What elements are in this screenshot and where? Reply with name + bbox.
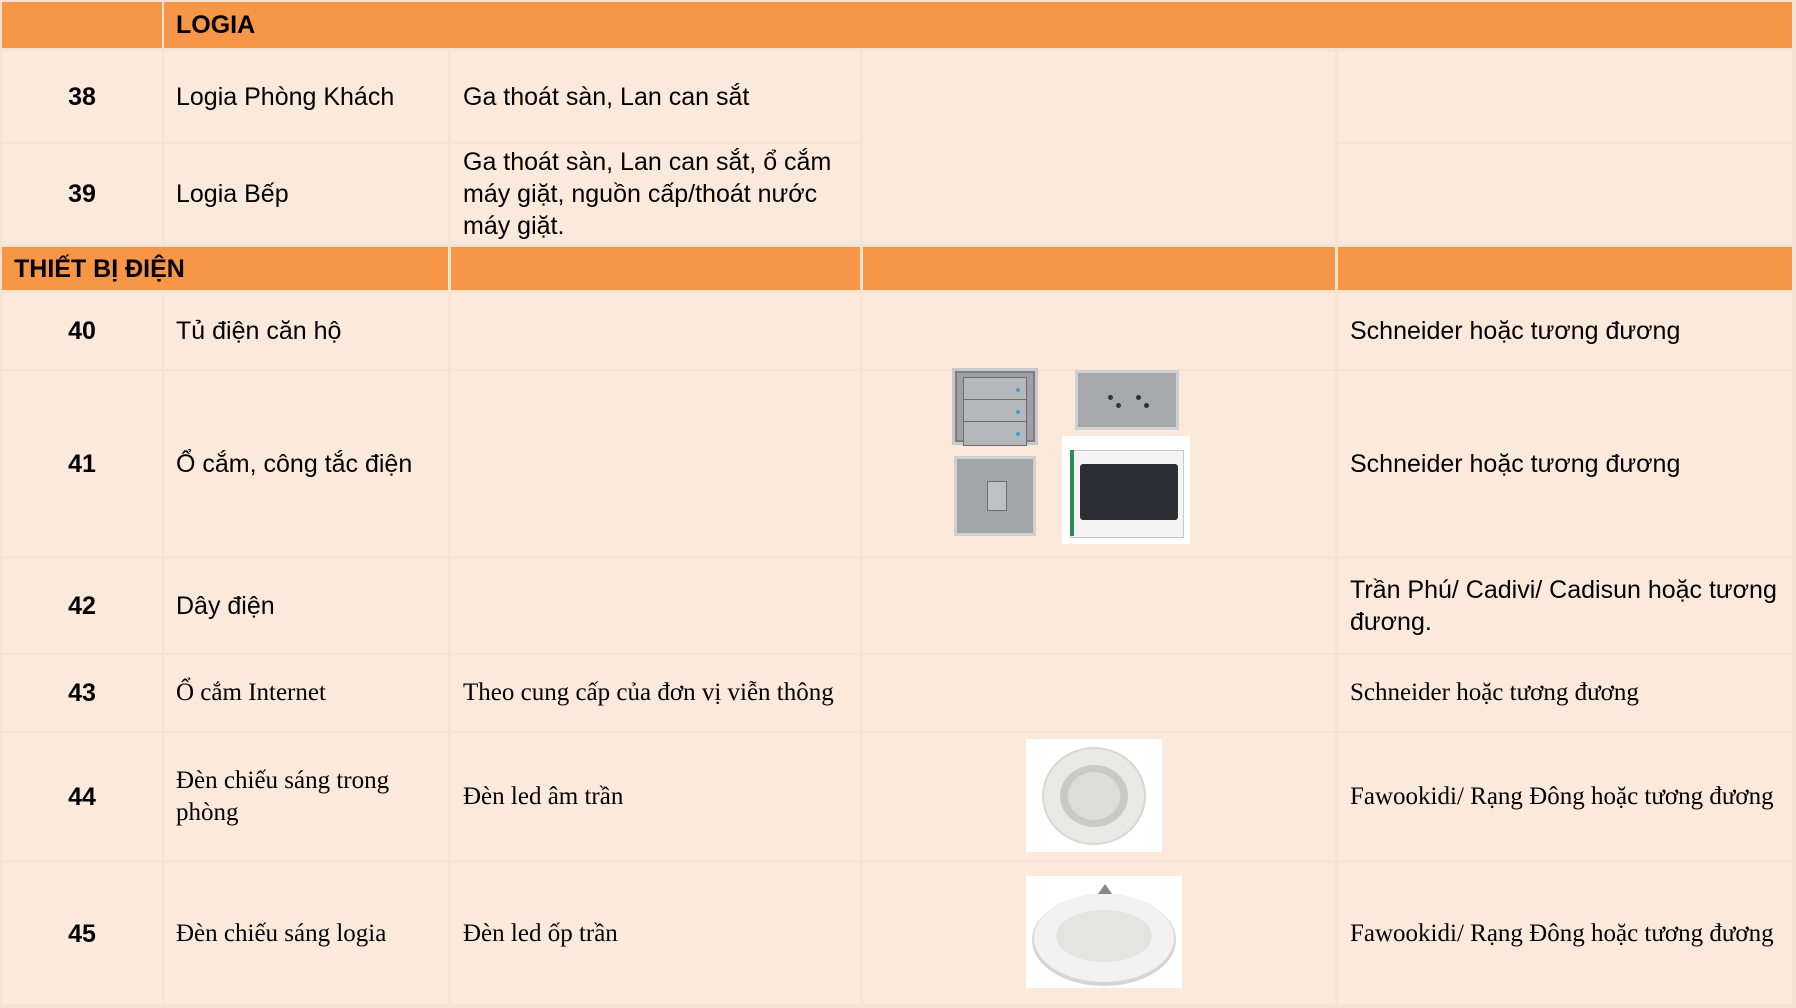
row-number: 40 (2, 293, 162, 369)
item-description (451, 371, 860, 556)
item-name: Logia Bếp (164, 144, 448, 244)
image-cell (863, 51, 1335, 244)
header-blank-cell (863, 247, 1335, 290)
item-brand: Schneider hoặc tương đương (1338, 371, 1792, 556)
item-brand (1338, 51, 1792, 142)
item-description: Đèn led ốp trần (451, 863, 860, 1004)
recessed-downlight-image (1026, 739, 1162, 852)
image-cell (863, 559, 1335, 653)
power-socket-image (1075, 370, 1179, 430)
row-number: 39 (2, 144, 162, 244)
item-description: Ga thoát sàn, Lan can sắt (451, 51, 860, 142)
item-description (451, 559, 860, 653)
row-number: 44 (2, 733, 162, 860)
row-number: 42 (2, 559, 162, 653)
item-brand: Schneider hoặc tương đương (1338, 293, 1792, 369)
header-blank-cell (451, 247, 860, 290)
section-header-logia: LOGIA (164, 2, 1792, 48)
item-brand: Fawookidi/ Rạng Đông hoặc tương đương (1338, 863, 1792, 1004)
item-name: Ổ cắm Internet (164, 655, 448, 731)
item-brand: Trần Phú/ Cadivi/ Cadisun hoặc tương đương. (1338, 559, 1792, 653)
surface-ceiling-light-image (1026, 876, 1182, 988)
section-header-electrical: THIẾT BỊ ĐIỆN (2, 247, 448, 290)
header-blank-cell (2, 2, 162, 48)
item-name: Đèn chiếu sáng logia (164, 863, 448, 1004)
image-cell (863, 655, 1335, 731)
distribution-cabinet-image (1062, 436, 1190, 544)
item-name: Logia Phòng Khách (164, 51, 448, 142)
row-number: 38 (2, 51, 162, 142)
item-brand: Fawookidi/ Rạng Đông hoặc tương đương (1338, 733, 1792, 860)
item-name: Ổ cắm, công tắc điện (164, 371, 448, 556)
item-description: Ga thoát sàn, Lan can sắt, ổ cắm máy giặt, nguồn cấp/thoát nước máy giặt. (451, 144, 860, 244)
row-number: 45 (2, 863, 162, 1004)
item-name: Tủ điện căn hộ (164, 293, 448, 369)
header-blank-cell (1338, 247, 1792, 290)
item-description (451, 293, 860, 369)
item-name: Đèn chiếu sáng trong phòng (164, 733, 448, 860)
item-brand (1338, 144, 1792, 244)
item-brand: Schneider hoặc tương đương (1338, 655, 1792, 731)
item-name: Dây điện (164, 559, 448, 653)
item-description: Đèn led âm trần (451, 733, 860, 860)
row-number: 41 (2, 371, 162, 556)
row-number: 43 (2, 655, 162, 731)
triple-switch-image (952, 368, 1038, 445)
single-switch-image (954, 456, 1036, 536)
image-cell (863, 293, 1335, 369)
item-description: Theo cung cấp của đơn vị viễn thông (451, 655, 860, 731)
